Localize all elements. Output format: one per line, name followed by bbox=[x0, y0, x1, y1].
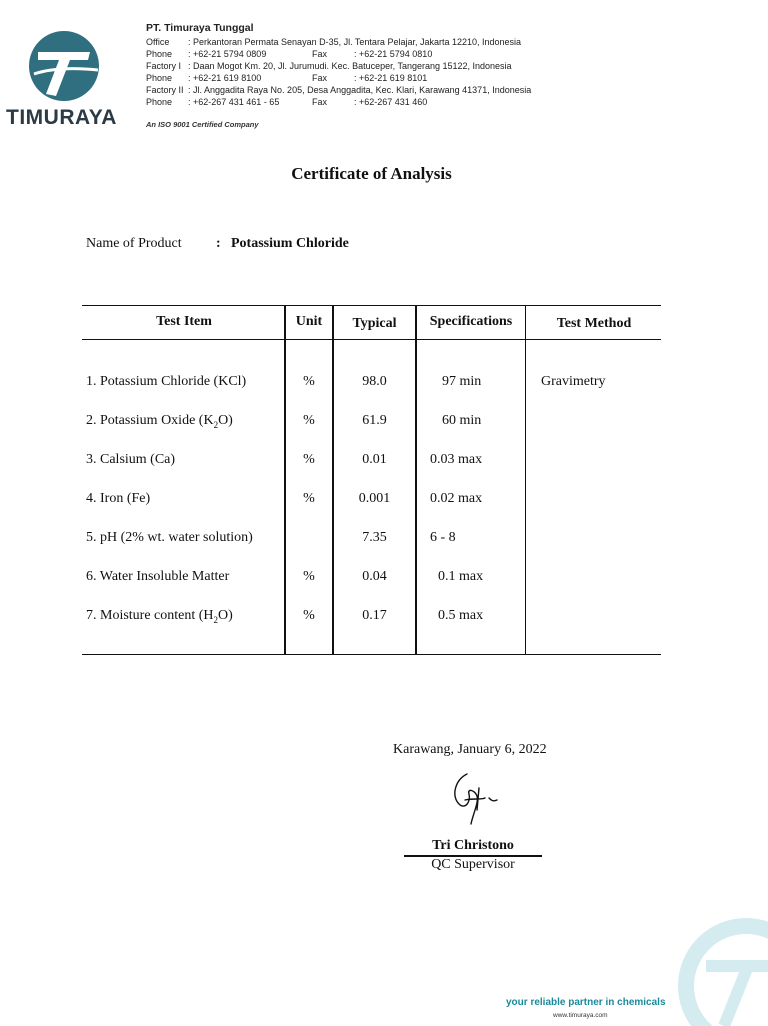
column-divider bbox=[284, 305, 286, 655]
row-spec: 0.5 max bbox=[438, 608, 484, 623]
column-divider bbox=[525, 305, 526, 655]
row-unit: % bbox=[303, 491, 315, 506]
header-unit: Unit bbox=[295, 314, 323, 329]
signatory-role: QC Supervisor bbox=[431, 857, 515, 872]
row-test-item: 7. Moisture content $(H_2O)$ bbox=[86, 608, 233, 625]
table-bottom-border bbox=[82, 654, 661, 655]
row-test-item: 2. Potassium Oxide $(K_2O)$ bbox=[86, 413, 233, 430]
row-typical: 98.0 bbox=[362, 374, 387, 389]
product-colon: : bbox=[216, 236, 221, 251]
row-spec: 97 min bbox=[442, 374, 482, 389]
row-spec: 6 - 8 bbox=[430, 530, 456, 545]
signatory-name: Tri Christono bbox=[432, 838, 514, 853]
row-method: Gravimetry bbox=[541, 374, 606, 389]
row-unit: % bbox=[303, 608, 315, 623]
product-name: Potassium Chloride bbox=[231, 236, 349, 251]
row-typical: 61.9 bbox=[362, 413, 387, 428]
footer-tagline: your reliable partner in chemicals bbox=[506, 997, 666, 1008]
column-divider bbox=[415, 305, 417, 655]
place-and-date: Karawang, January 6, 2022 bbox=[393, 742, 547, 757]
row-typical: 0.17 bbox=[362, 608, 387, 623]
row-spec: 0.1 max bbox=[438, 569, 484, 584]
office-phone-line: Phone : +62-21 5794 0809 Fax : +62-21 5794 0810 bbox=[146, 49, 433, 59]
logo-wordmark: TIMURAYA bbox=[6, 106, 117, 129]
factory2-line: Factory II : Jl. Anggadita Raya No. 205, Desa Anggadita, Kec. Klari, Karawang 41371, Indonesia bbox=[146, 85, 532, 95]
document-title: Certificate of Analysis bbox=[291, 164, 452, 183]
factory1-line: Factory I : Daan Mogot Km. 20, Jl. Jurumudi. Kec. Batuceper, Tangerang 15122, Indonesia bbox=[146, 61, 512, 71]
factory2-phone-line: Phone : +62-267 431 461 - 65 Fax : +62-267 431 460 bbox=[146, 97, 428, 107]
product-label: Name of Product bbox=[86, 236, 182, 251]
watermark-logo-icon bbox=[676, 916, 768, 1026]
header-test-item: Test Item bbox=[156, 314, 212, 329]
table-top-border bbox=[82, 305, 661, 306]
footer-url[interactable]: www.timuraya.com bbox=[553, 1012, 608, 1019]
company-name: PT. Timuraya Tunggal bbox=[146, 22, 254, 34]
timuraya-logo-icon bbox=[28, 30, 100, 102]
row-typical: 0.01 bbox=[362, 452, 387, 467]
row-test-item: 4. Iron (Fe) bbox=[86, 491, 151, 506]
header-test-method: Test Method bbox=[556, 316, 632, 331]
row-test-item: 3. Calsium (Ca) bbox=[86, 452, 176, 467]
row-typical: 0.04 bbox=[362, 569, 387, 584]
row-spec: 60 min bbox=[442, 413, 482, 428]
row-spec: 0.03 max bbox=[430, 452, 483, 467]
row-unit: % bbox=[303, 374, 315, 389]
row-test-item: 6. Water Insoluble Matter bbox=[86, 569, 230, 584]
row-unit: % bbox=[303, 569, 315, 584]
table-header-border bbox=[82, 339, 661, 340]
row-unit: % bbox=[303, 452, 315, 467]
row-test-item: 1. Potassium Chloride (KCl) bbox=[86, 374, 247, 389]
iso-certification: An ISO 9001 Certified Company bbox=[146, 120, 259, 129]
row-spec: 0.02 max bbox=[430, 491, 483, 506]
row-typical: 7.35 bbox=[362, 530, 387, 545]
column-divider bbox=[332, 305, 334, 655]
office-line: Office : Perkantoran Permata Senayan D-35, Jl. Tentara Pelajar, Jakarta 12210, Indonesia bbox=[146, 37, 522, 47]
header-typical: Typical bbox=[352, 316, 397, 331]
row-unit: % bbox=[303, 413, 315, 428]
factory1-phone-line: Phone : +62-21 619 8100 Fax : +62-21 619 8101 bbox=[146, 73, 428, 83]
row-typical: 0.001 bbox=[358, 491, 391, 506]
row-test-item: 5. pH (2% wt. water solution) bbox=[86, 530, 253, 545]
handwritten-signature bbox=[445, 770, 505, 830]
header-specifications: Specifications bbox=[429, 314, 513, 329]
